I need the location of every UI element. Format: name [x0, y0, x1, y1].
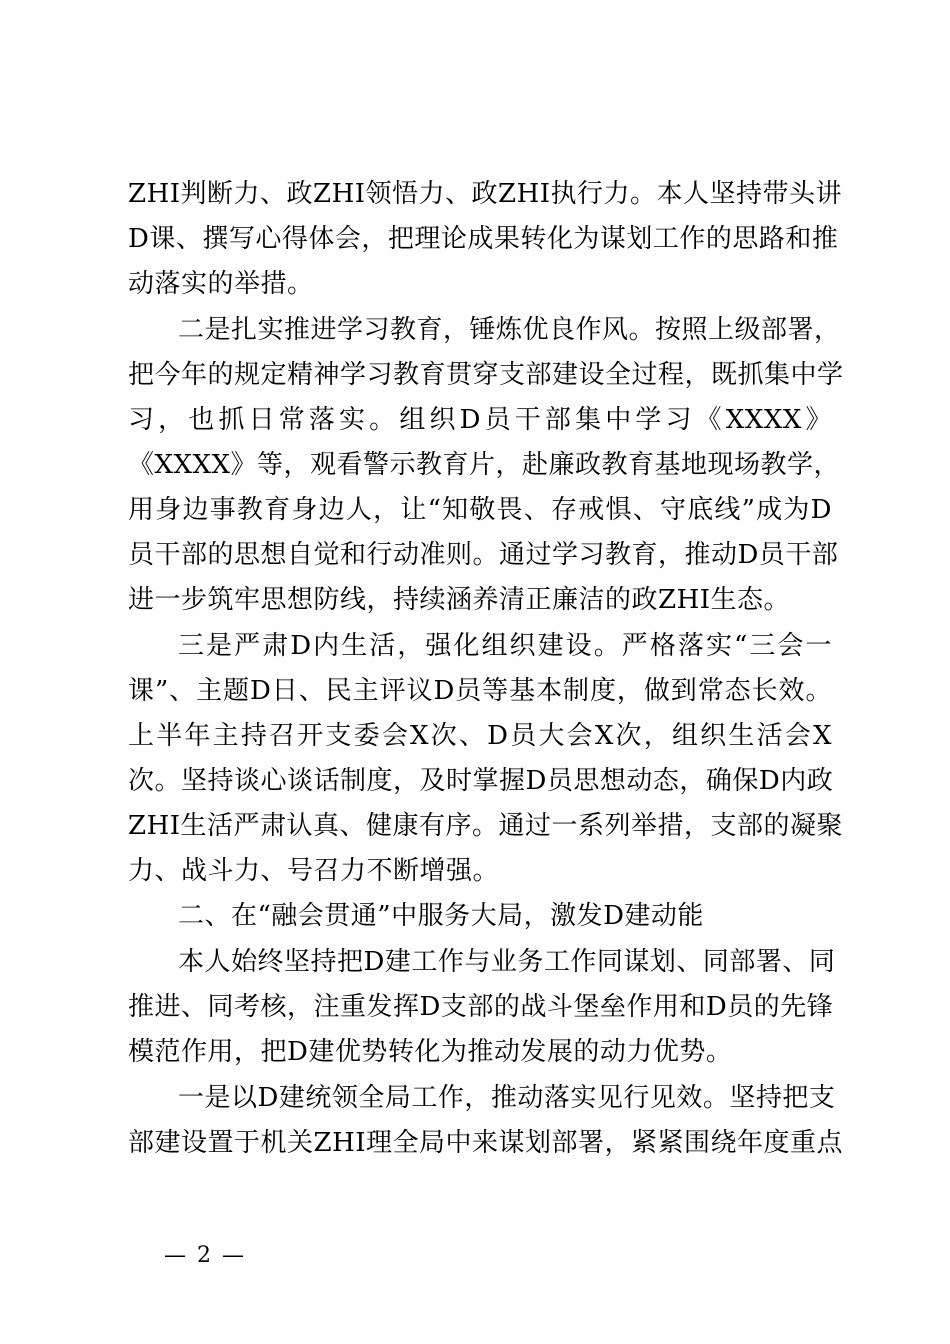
text-line: 一是以D建统领全局工作，推动落实见行见效。坚持把支: [178, 1083, 836, 1113]
text-line: ZHI判断力、政ZHI领悟力、政ZHI执行力。本人坚持带头讲: [128, 179, 843, 209]
text-line: 推进、同考核，注重发挥D支部的战斗堡垒作用和D员的先锋: [128, 992, 834, 1022]
text-line: ZHI生活严肃认真、健康有序。通过一系列举措，支部的凝聚: [128, 811, 844, 841]
text-line: 上半年主持召开支委会X次、D员大会X次，组织生活会X: [128, 721, 832, 751]
text-line: 员干部的思想自觉和行动准则。通过学习教育，推动D员干部: [128, 540, 839, 570]
text-line: 《XXXX》等，观看警示教育片，赴廉政教育基地现场教学，: [128, 450, 841, 480]
text-line: 力、战斗力、号召力不断增强。: [128, 856, 500, 886]
text-line: 次。坚持谈心谈话制度，及时掌握D员思想动态，确保D内政: [128, 766, 834, 796]
text-line: 部建设置于机关ZHI理全局中来谋划部署，紧紧围绕年度重点: [128, 1128, 844, 1158]
text-line: 模范作用，把D建优势转化为推动发展的动力优势。: [128, 1037, 733, 1067]
text-line: D课、撰写心得体会，把理论成果转化为谋划工作的思路和推: [128, 224, 839, 254]
text-line: 动落实的举措。: [128, 269, 314, 299]
text-line: 课”、主题D日、民主评议D员等基本制度，做到常态长效。: [128, 676, 832, 706]
text-line: 进一步筑牢思想防线，持续涵养清正廉洁的政ZHI生态。: [128, 585, 791, 615]
section-heading: 二、在“融会贯通”中服务大局，激发D建动能: [178, 901, 704, 931]
text-line: 三是严肃D内生活，强化组织建设。严格落实“三会一: [178, 631, 832, 661]
page-number: — 2 —: [164, 1243, 246, 1268]
text-line: 本人始终坚持把D建工作与业务工作同谋划、同部署、同: [178, 947, 836, 977]
text-line: 二是扎实推进学习教育，锤炼优良作风。按照上级部署，: [178, 315, 841, 345]
text-line: 把今年的规定精神学习教育贯穿支部建设全过程，既抓集中学: [128, 360, 844, 390]
text-line: 习，也抓日常落实。组织D员干部集中学习《XXXX》: [128, 405, 832, 435]
text-line: 用身边事教育身边人，让“知敬畏、存戒惧、守底线”成为D: [128, 495, 832, 525]
